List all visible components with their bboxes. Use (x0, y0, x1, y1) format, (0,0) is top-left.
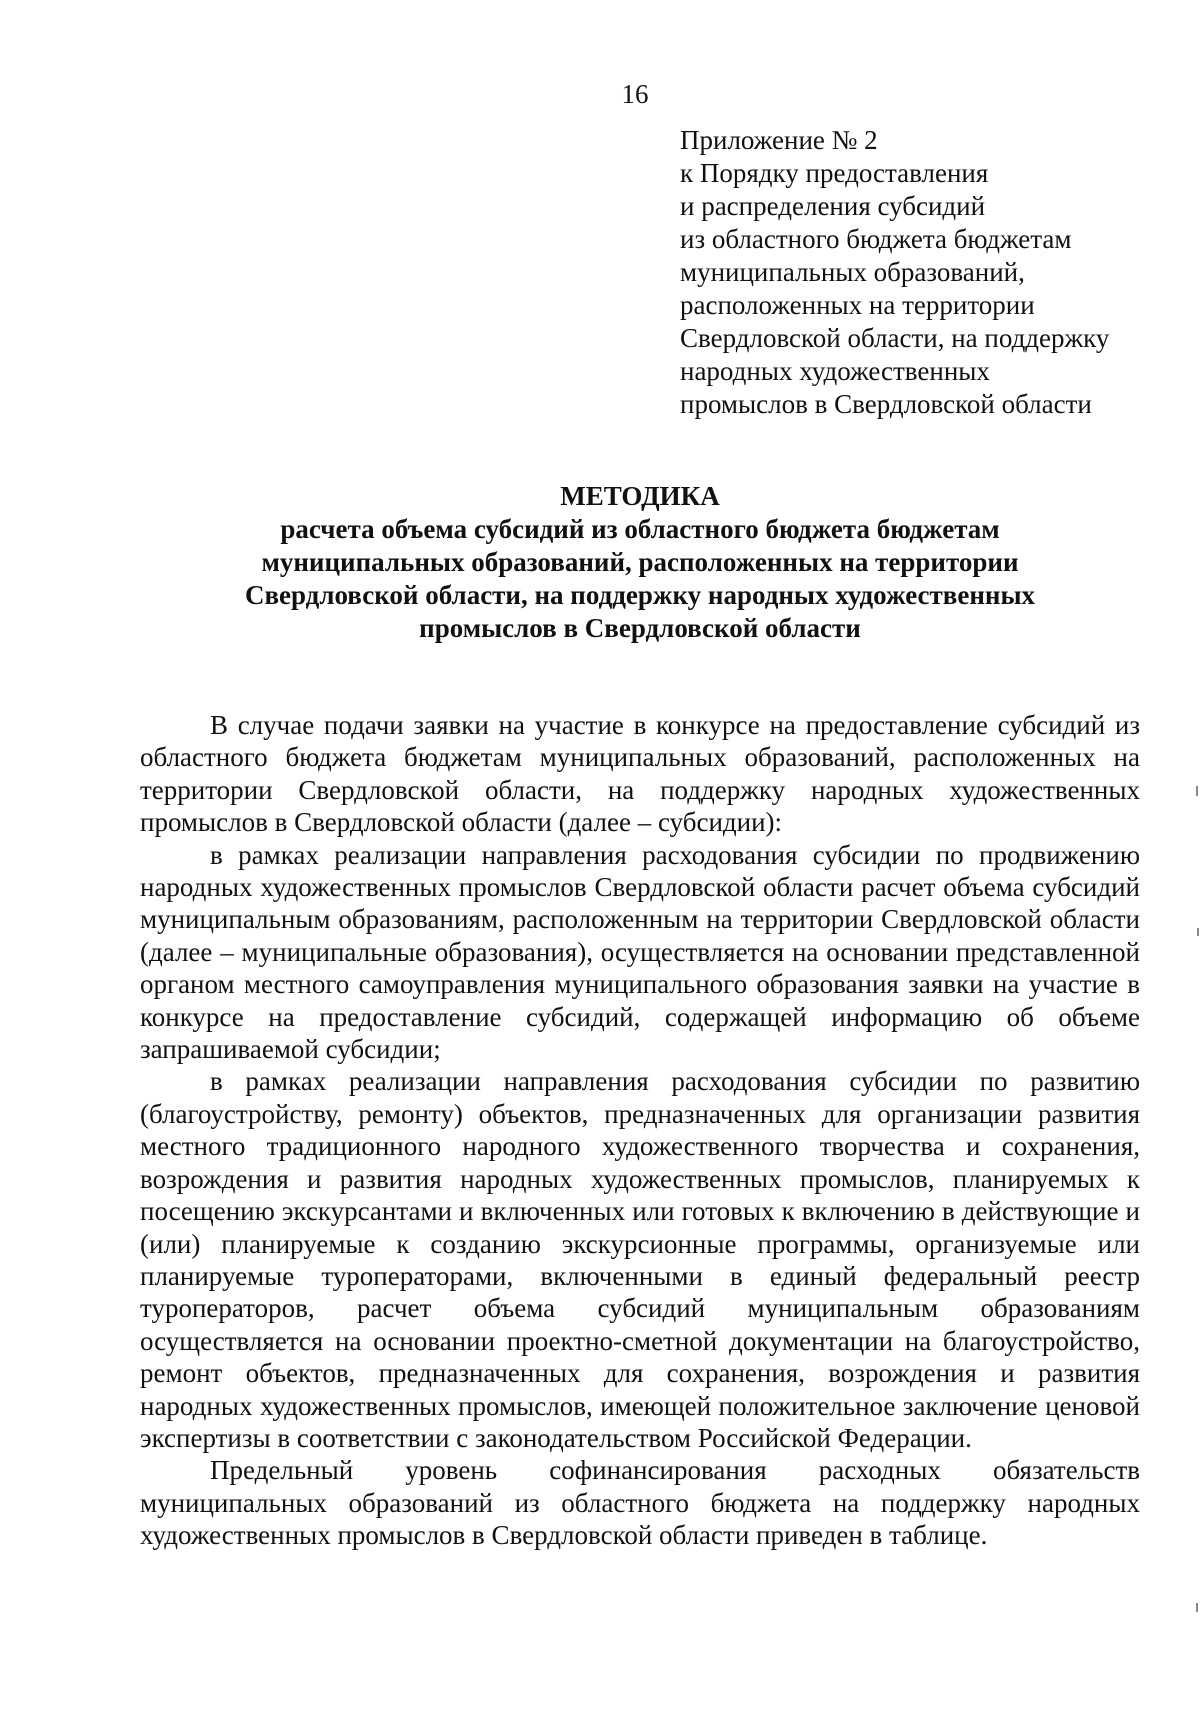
title-subtitle-line: промыслов в Свердловской области (419, 613, 861, 643)
appendix-line: промыслов в Свердловской области (680, 389, 1092, 419)
title-subtitle-line: расчета объема субсидий из областного бюджета бюджетам (280, 514, 1000, 544)
body-paragraph: Предельный уровень софинансирования расходных обязательств муниципальных образований из областного бюджета на поддержку народных художественных промыслов в Свердловской области приведен в таблице. (140, 1455, 1140, 1551)
appendix-line: и распределения субсидий (680, 191, 986, 221)
appendix-line: Свердловской области, на поддержку (680, 323, 1110, 353)
body-paragraph: в рамках реализации направления расходования субсидии по развитию (благоустройству, ремонту) объектов, предназначенных для организации развития местного традиционного народного художественного творчества и сохранения, возрождения и развития народных художественных промыслов, планируемых к посещению экскурсантами и включенных или готовых к включению в действующие и (или) планируемые к созданию экскурсионные программы, организуемые или планируемые туроператорами, включенными в единый федеральный реестр туроператоров, расчет объема субсидий муниципальным образованиям осуществляется на основании проектно-сметной документации на благоустройство, ремонт объектов, предназначенных для сохранения, возрождения и развития народных художественных промыслов, имеющей положительное заключение ценовой экспертизы в соответствии с законодательством Российской Федерации. (140, 1066, 1140, 1453)
appendix-line: расположенных на территории (680, 290, 1035, 320)
appendix-line: к Порядку предоставления (680, 158, 989, 188)
scan-artifact (1196, 1603, 1198, 1612)
body-paragraph: в рамках реализации направления расходования субсидии по продвижению народных художественных промыслов Свердловской области расчет объема субсидий муниципальным образованиям, расположенным на территории Свердловской области (далее – муниципальные образования), осуществляется на основании представленной органом местного самоуправления муниципального образования заявки на участие в конкурсе на предоставление субсидий, содержащей информацию об объеме запрашиваемой субсидии; (140, 839, 1140, 1065)
appendix-line: из областного бюджета бюджетам (680, 224, 1072, 254)
document-body (140, 709, 1140, 1552)
appendix-line: народных художественных (680, 356, 990, 386)
scan-artifact (1197, 928, 1199, 936)
page-number: 16 (621, 79, 649, 109)
body-paragraph: В случае подачи заявки на участие в конкурсе на предоставление субсидий из областного бюджета бюджетам муниципальных образований, расположенных на территории Свердловской области, на поддержку народных художественных промыслов в Свердловской области (далее – субсидии): (140, 710, 1140, 838)
appendix-line: муниципальных образований, (680, 257, 1025, 287)
title-subtitle-line: Свердловской области, на поддержку народных художественных (244, 580, 1036, 610)
title-heading: МЕТОДИКА (560, 481, 720, 511)
scan-artifact (1196, 786, 1198, 796)
appendix-line: Приложение № 2 (680, 125, 878, 155)
title-subtitle-line: муниципальных образований, расположенных на территории (261, 547, 1019, 577)
document-title (140, 480, 1140, 645)
appendix-reference (680, 124, 1180, 421)
